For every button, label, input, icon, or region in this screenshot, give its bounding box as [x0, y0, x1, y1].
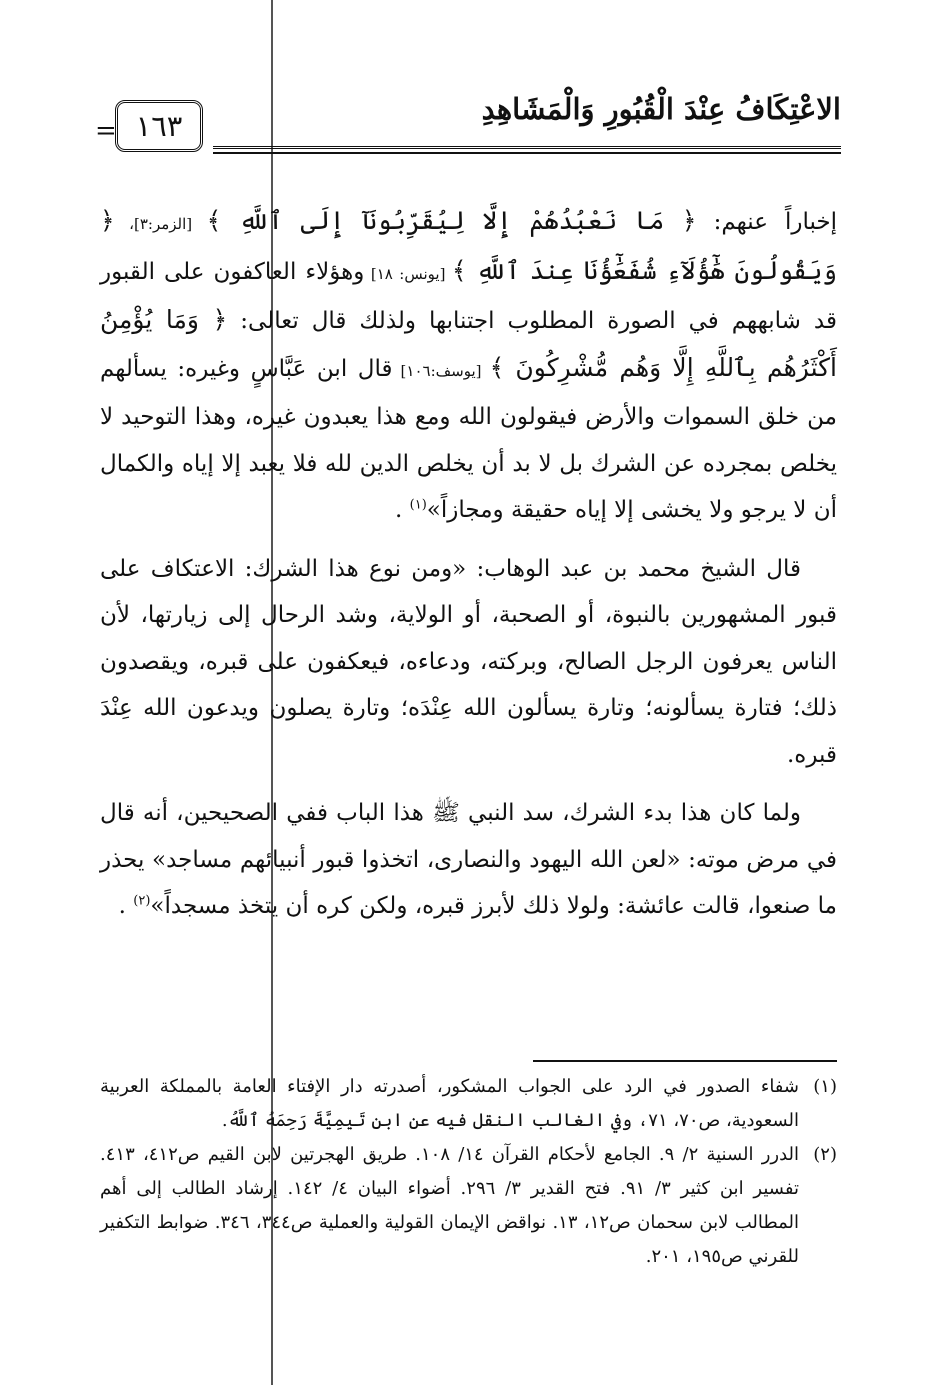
footnote-text: الدرر السنية ٢/ ٩. الجامع لأحكام القرآن ١٤/ ١٠٨. طريق الهجرتين لابن القيم ص٤١٢، ٤١٣. تفسير ابن كثير ٣/ ٩١. فتح القدير ٣/ ٢٩٦. أضواء البيان ٤/ ١٤٢. إرشاد الطالب إلى أهم المطالب لابن سحمان ص١٢، ١٣. نواقض الإيمان القولية والعملية ص٣٤٤، ٣٤٦. ضوابط التكفير للقرني ص١٩٥، ٢٠١.	[100, 1144, 800, 1267]
text-run: قال ابن عَبَّاسٍ وغيره: يسألهم من خلق السموات والأرض فيقولون الله ومع هذا يعبدون غيره، وهذا التوحيد لا يخلص بمجرده عن الشرك بل لا بد أن يخلص الدين لله فلا يعبد إلا إياه والكمال أن لا يرجو ولا يخشى إلا إياه حقيقة ومجازاً»	[100, 355, 837, 523]
quran-verse: ﴿ وَيَقُولُونَ هَٰٓؤُلَآءِ شُفَعَٰٓؤُنَا عِندَ ٱللَّهِ ﴾	[100, 206, 837, 285]
footnote	[100, 1070, 837, 1138]
footnote	[100, 1138, 837, 1274]
quran-verse: ﴿ مَا نَعْبُدُهُمْ إِلَّا لِيُقَرِّبُونَآ إِلَى ٱللَّهِ ﴾	[206, 206, 697, 235]
footnote-number: (١)	[813, 1076, 837, 1097]
verse-reference: [يونس: ١٨]	[364, 264, 452, 283]
footnote-marker: (١)	[409, 497, 427, 513]
chapter-title: الاعْتِكَافُ عِنْدَ الْقُبُورِ وَالْمَشَاهِدِ	[481, 92, 841, 126]
header-mark: =	[95, 116, 117, 146]
text-run: وهؤلاء العاكفون على القبور قد شابههم في الصورة المطلوب اجتنابها ولذلك قال تعالى:	[100, 258, 837, 334]
page-header	[95, 90, 841, 160]
paragraph	[100, 198, 837, 534]
main-text	[100, 198, 837, 930]
paragraph	[100, 546, 837, 779]
text-run: قال الشيخ محمد بن عبد الوهاب: «ومن نوع هذا الشرك: الاعتكاف على قبور المشهورين بالنبوة، أو الصحبة، أو الولاية، وشد الرحال إلى زيارتها، لأن الناس يعرفون الرجل الصالح، وبركته، ودعاءه، فيعكفون على قبره، ويقصدون ذلك؛ فتارة يسألونه؛ وتارة يسألون الله عِنْدَه؛ وتارة يصلون ويدعون الله عِنْدَ قبره.	[100, 555, 837, 768]
text-run: .	[118, 893, 134, 919]
page-number-box	[115, 100, 203, 152]
footnote-number: (٢)	[813, 1144, 837, 1165]
verse-reference: [الزمر:٣]،	[114, 215, 207, 233]
page-number: ١٦٣	[135, 109, 183, 143]
quran-verse: ﴿ وَمَا يُؤْمِنُ أَكْثَرُهُم بِٱللَّهِ إِلَّا وَهُم مُّشْرِكُونَ ﴾	[100, 305, 837, 382]
text-run: إخباراً عنهم:	[696, 209, 838, 235]
paragraph	[100, 790, 837, 930]
header-rule	[213, 146, 841, 154]
text-run: .	[395, 497, 410, 523]
footnote-text: شفاء الصدور في الرد على الجواب المشكور، أصدرته دار الإفتاء العامة بالمملكة العربية السعودية، ص٧٠، ٧١، وفي الغالب النقل فيه عن ابن تَيمِيَّةَ رَحِمَهُ ٱللَّهُ.	[100, 1076, 799, 1131]
footnotes	[100, 1070, 837, 1274]
verse-reference: [يوسف:١٠٦]	[392, 361, 490, 380]
footnote-rule	[533, 1060, 837, 1062]
footnote-marker: (٢)	[133, 893, 151, 909]
text-run: ولما كان هذا بدء الشرك، سد النبي ﷺ هذا الباب ففي الصحيحين، أنه قال في مرض موته: «لعن الله اليهود والنصارى، اتخذوا قبور أنبيائهم مساجد» يحذر ما صنعوا، قالت عائشة: ولولا ذلك لأبرز قبره، ولكن كره أن يتخذ مسجداً»	[100, 800, 837, 919]
